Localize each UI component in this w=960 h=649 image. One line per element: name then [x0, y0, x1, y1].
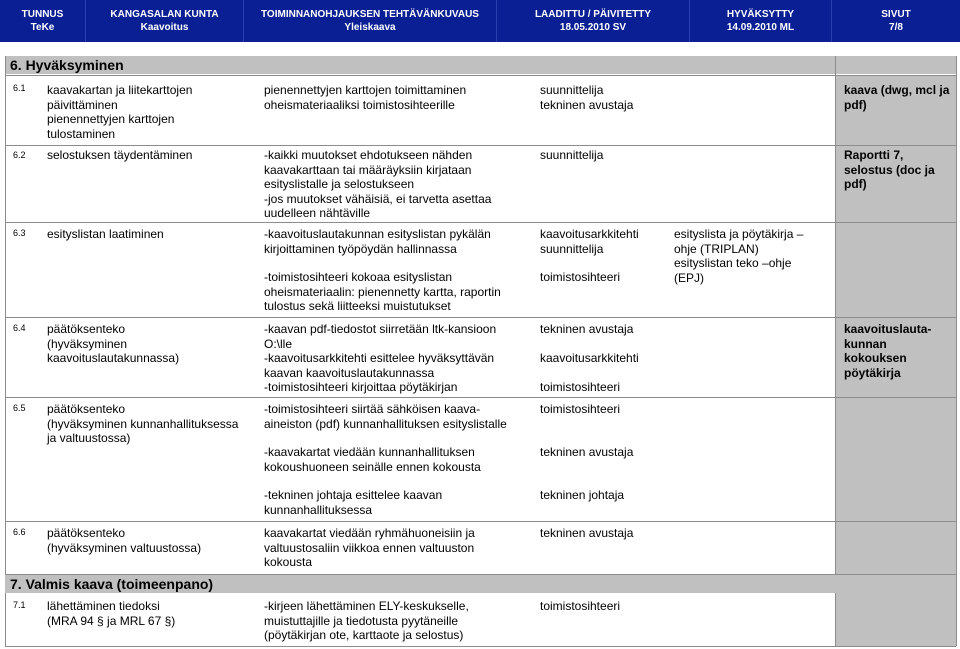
row-responsible: tekninen avustaja — [540, 322, 634, 336]
header-approved — [690, 0, 832, 42]
table-row — [5, 597, 956, 645]
header-pages-value: 7/8 — [889, 22, 903, 33]
row-reference: esityslista ja pöytäkirja – ohje (TRIPLAN) esityslistan teko –ohje (EPJ) — [674, 227, 804, 285]
header-tunnus-value: TeKe — [30, 22, 55, 33]
row-description: kaavakartat viedään ryhmähuoneisiin ja valtuustosaliin viikkoa ennen valtuuston kokousta — [264, 526, 475, 570]
header-document-type-value: Yleiskaava — [344, 22, 396, 33]
row-number: 6.3 — [13, 228, 26, 238]
row-document: kaava (dwg, mcl ja pdf) — [844, 83, 950, 112]
row-description: -kaikki muutokset ehdotukseen nähden kaavakarttaan tai määräyksiin kirjataan esityslistalle ja selostukseen -jos muutokset vähäisiä, ei tarvetta asettaa uudelleen nähtäville — [264, 148, 492, 221]
row-task: kaavakartan ja liitekarttojen päivittäminen pienennettyjen karttojen tulostaminen — [47, 83, 193, 141]
row-number: 6.5 — [13, 403, 26, 413]
section-6-heading-fill — [835, 56, 956, 74]
table-row — [5, 225, 956, 317]
divider — [5, 646, 956, 647]
row-task: päätöksenteko (hyväksyminen valtuustossa) — [47, 526, 202, 555]
row-task: päätöksenteko (hyväksyminen kunnanhallituksessa ja valtuustossa) — [47, 402, 239, 446]
section-7-heading-fill — [835, 575, 956, 593]
header-pages-title: SIVUT — [881, 9, 911, 20]
row-task: päätöksenteko (hyväksyminen kaavoituslautakunnassa) — [47, 322, 180, 366]
divider — [5, 145, 956, 146]
header-approved-value: 14.09.2010 ML — [726, 22, 795, 33]
row-responsible: toimistosihteeri — [540, 270, 621, 284]
row-description: -kaavoituslautakunnan esityslistan pykälän kirjoittaminen työpöydän hallinnassa — [264, 227, 491, 256]
row-number: 6.2 — [13, 150, 26, 160]
row-description: -tekninen johtaja esittelee kaavan kunnanhallituksessa — [264, 488, 443, 517]
row-document: Raportti 7, selostus (doc ja pdf) — [844, 148, 935, 192]
row-number: 6.1 — [13, 83, 26, 93]
row-document: kaavoituslauta- kunnan kokouksen pöytäkirja — [844, 322, 932, 380]
row-task: esityslistan laatiminen — [47, 227, 164, 241]
header-organization-unit: Kaavoitus — [140, 22, 189, 33]
header-updated-title: LAADITTU / PÄIVITETTY — [534, 9, 652, 20]
section-7-title: 7. Valmis kaava (toimeenpano) — [10, 576, 214, 592]
row-description: -kirjeen lähettäminen ELY-keskukselle, muistuttajille ja tiedotusta pyytäneille (pöytäkirjan ote, karttaote ja selostus) — [264, 599, 469, 643]
divider — [5, 521, 956, 522]
row-task: lähettäminen tiedoksi (MRA 94 § ja MRL 67 §) — [47, 599, 176, 628]
table-row — [5, 400, 956, 520]
row-responsible: toimistosihteeri — [540, 380, 621, 394]
header-pages — [832, 0, 960, 42]
table-row — [5, 320, 956, 397]
row-number: 6.6 — [13, 527, 26, 537]
header-tunnus-title: TUNNUS — [21, 9, 64, 20]
divider — [5, 222, 956, 223]
row-responsible: toimistosihteeri — [540, 599, 621, 613]
row-responsible: suunnittelija tekninen avustaja — [540, 83, 634, 112]
row-responsible: toimistosihteeri — [540, 402, 621, 416]
table-row — [5, 524, 956, 574]
row-number: 7.1 — [13, 600, 26, 610]
header-organization-title: KANGASALAN KUNTA — [110, 9, 219, 20]
document-header — [0, 0, 960, 42]
header-updated — [497, 0, 690, 42]
row-task: selostuksen täydentäminen — [47, 148, 193, 162]
header-tunnus — [0, 0, 86, 42]
header-document-type — [244, 0, 497, 42]
row-description: -kaavan pdf-tiedostot siirretään ltk-kansioon O:\lle -kaavoitusarkkitehti esittelee hyväksyttävän kaavan kaavoituslautakunnassa -toimistosihteeri kirjoittaa pöytäkirjan — [264, 322, 497, 395]
row-description: -toimistosihteeri kokoaa esityslistan oheismateriaalin: pienennetty kartta, raportin tulostus sekä liitteeksi muistutukset — [264, 270, 501, 314]
row-responsible: tekninen johtaja — [540, 488, 625, 502]
section-6-title: 6. Hyväksyminen — [10, 57, 124, 73]
row-responsible: tekninen avustaja — [540, 445, 634, 459]
section-7-heading — [5, 575, 835, 593]
row-description: -toimistosihteeri siirtää sähköisen kaava- aineiston (pdf) kunnanhallituksen esityslistalle — [264, 402, 507, 431]
divider — [5, 75, 956, 76]
header-updated-value: 18.05.2010 SV — [559, 22, 627, 33]
header-document-type-title: TOIMINNANOHJAUKSEN TEHTÄVÄNKUVAUS — [261, 9, 479, 20]
row-number: 6.4 — [13, 323, 26, 333]
section-6-heading — [5, 56, 840, 74]
row-responsible: suunnittelija — [540, 148, 604, 162]
divider — [5, 317, 956, 318]
table-row — [5, 80, 956, 142]
row-description: -kaavakartat viedään kunnanhallituksen kokoushuoneen seinälle ennen kokousta — [264, 445, 481, 474]
divider — [5, 397, 956, 398]
header-approved-title: HYVÄKSYTTY — [726, 9, 795, 20]
row-responsible: kaavoitusarkkitehti — [540, 351, 639, 365]
row-responsible: kaavoitusarkkitehti suunnittelija — [540, 227, 639, 256]
row-description: pienennettyjen karttojen toimittaminen oheismateriaaliksi toimistosihteerille — [264, 83, 467, 112]
row-responsible: tekninen avustaja — [540, 526, 634, 540]
header-organization — [86, 0, 244, 42]
table-row — [5, 147, 956, 221]
